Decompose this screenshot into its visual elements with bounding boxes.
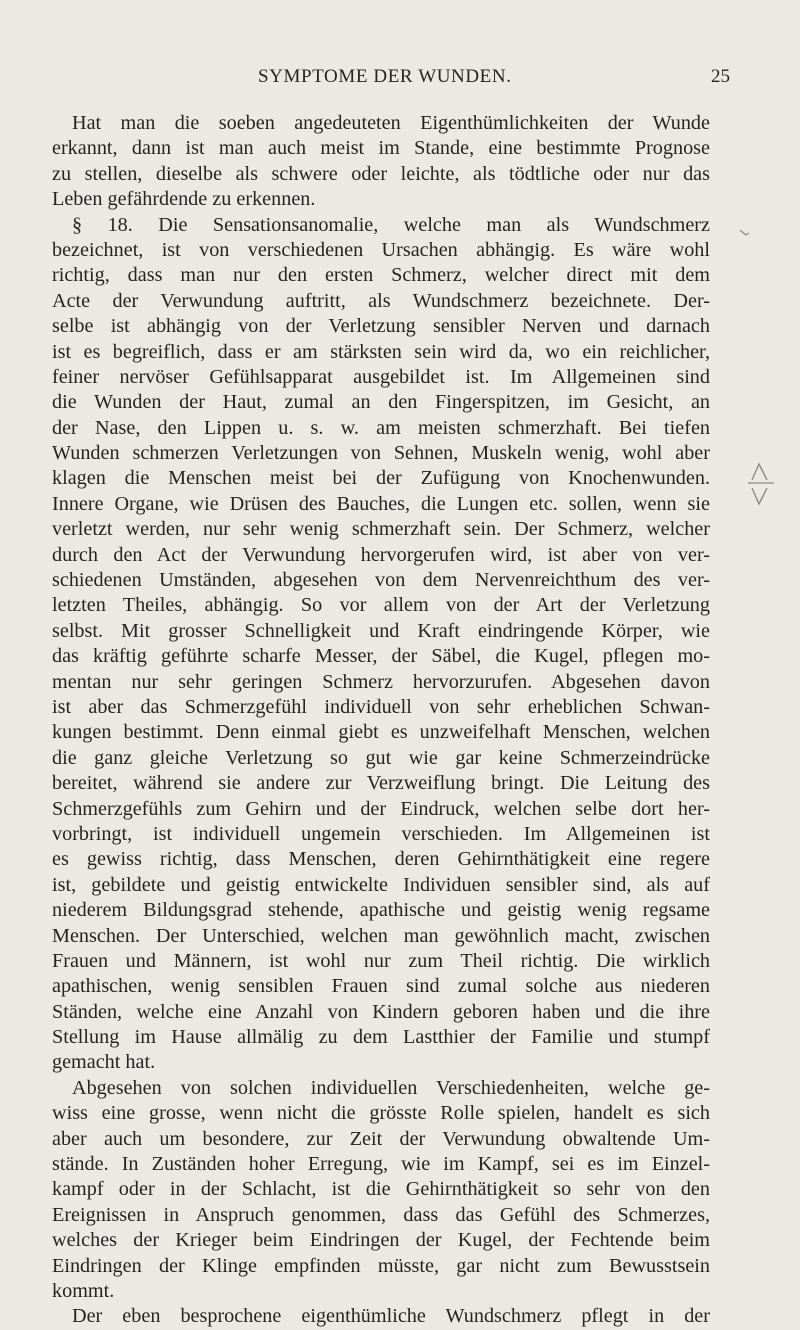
text-line: § 18. Die Sensationsanomalie, welche man als Wundschmerz	[72, 213, 710, 236]
text-line: aber auch um besondere, zur Zeit der Verwundung obwaltende Um-	[52, 1127, 710, 1150]
text-line: gemacht hat.	[52, 1051, 156, 1074]
text-line: Abgesehen von solchen individuellen Verschiedenheiten, welche ge-	[72, 1076, 710, 1099]
text-line: apathischen, wenig sensiblen Frauen sind zumal solche aus niederen	[52, 975, 710, 998]
text-line: die Wunden der Haut, zumal an den Fingerspitzen, im Gesicht, an	[52, 391, 710, 414]
pencil-caret-down-icon	[748, 488, 778, 528]
text-line: klagen die Menschen meist bei der Zufügung von Knochenwunden.	[52, 467, 710, 490]
text-line: Der eben besprochene eigenthümliche Wundschmerz pflegt in der	[72, 1305, 710, 1328]
text-line: Menschen. Der Unterschied, welchen man gewöhnlich macht, zwischen	[52, 924, 710, 947]
text-line: die ganz gleiche Verletzung so gut wie gar keine Schmerzeindrücke	[52, 746, 710, 769]
text-line: niederem Bildungsgrad stehende, apathische und geistig wenig regsame	[52, 899, 710, 922]
pencil-tick-icon	[738, 226, 750, 238]
text-line: Wunden schmerzen Verletzungen von Sehnen, Muskeln wenig, wohl aber	[52, 442, 710, 465]
text-line: kommt.	[52, 1279, 115, 1302]
text-line: ist aber das Schmerzgefühl individuell von sehr erheblichen Schwan-	[52, 695, 710, 718]
text-line: Ereignissen in Anspruch genommen, dass das Gefühl des Schmerzes,	[52, 1203, 710, 1226]
text-line: selbe ist abhängig von der Verletzung sensibler Nerven und darnach	[52, 315, 710, 338]
text-line: bezeichnet, ist von verschiedenen Ursachen abhängig. Es wäre wohl	[52, 238, 710, 261]
text-line: stände. In Zuständen hoher Erregung, wie im Kampf, sei es im Einzel-	[52, 1153, 710, 1176]
text-line: welches der Krieger beim Eindringen der Kugel, der Fechtende beim	[52, 1229, 710, 1252]
text-line: Leben gefährdende zu erkennen.	[52, 188, 316, 211]
text-line: ist es begreiflich, dass er am stärksten sein wird da, wo ein reichlicher,	[52, 340, 710, 363]
text-line: vorbringt, ist individuell ungemein verschieden. Im Allgemeinen ist	[52, 822, 710, 845]
text-line: erkannt, dann ist man auch meist im Stande, eine bestimmte Prognose	[52, 137, 710, 160]
text-line: schiedenen Umständen, abgesehen von dem Nervenreichthum des ver-	[52, 569, 710, 592]
running-title: SYMPTOME DER WUNDEN.	[258, 66, 512, 87]
text-line: kungen bestimmt. Denn einmal giebt es unzweifelhaft Menschen, welchen	[52, 721, 710, 744]
text-line: zu stellen, dieselbe als schwere oder leichte, als tödtliche oder nur das	[52, 162, 710, 185]
text-line: verletzt werden, nur sehr wenig schmerzhaft sein. Der Schmerz, welcher	[52, 518, 710, 541]
text-line: Acte der Verwundung auftritt, als Wundschmerz bezeichnete. Der-	[52, 289, 710, 312]
text-line: ist, gebildete und geistig entwickelte Individuen sensibler sind, als auf	[52, 873, 710, 896]
text-line: es gewiss richtig, dass Menschen, deren Gehirnthätigkeit eine regere	[52, 848, 710, 871]
text-line: letzten Theiles, abhängig. So vor allem von der Art der Verletzung	[52, 594, 710, 617]
text-line: Schmerzgefühls zum Gehirn und der Eindruck, welchen selbe dort her-	[52, 797, 710, 820]
text-line: wiss eine grosse, wenn nicht die grösste Rolle spielen, handelt es sich	[52, 1102, 710, 1125]
text-line: bereitet, während sie andere zur Verzweiflung bringt. Die Leitung des	[52, 772, 710, 795]
text-line: Hat man die soeben angedeuteten Eigenthümlichkeiten der Wunde	[72, 112, 710, 134]
text-line: Ständen, welche eine Anzahl von Kindern geboren haben und die ihre	[52, 1000, 710, 1023]
text-line: das kräftig geführte scharfe Messer, der Säbel, die Kugel, pflegen mo-	[52, 645, 710, 668]
text-line: feiner nervöser Gefühlsapparat ausgebildet ist. Im Allgemeinen sind	[52, 365, 710, 388]
text-line: Eindringen der Klinge empfinden müsste, gar nicht zum Bewusstsein	[52, 1254, 710, 1277]
text-line: selbst. Mit grosser Schnelligkeit und Kraft eindringende Körper, wie	[52, 619, 710, 642]
body-text	[52, 111, 710, 1330]
text-line: Frauen und Männern, ist wohl nur zum Theil richtig. Die wirklich	[52, 949, 710, 972]
text-line: Stellung im Hause allmälig zu dem Lastthier der Familie und stumpf	[52, 1026, 710, 1049]
text-line: kampf oder in der Schlacht, ist die Gehirnthätigkeit so sehr von den	[52, 1178, 710, 1201]
text-line: durch den Act der Verwundung hervorgerufen wird, ist aber von ver-	[52, 543, 710, 566]
text-line: mentan nur sehr geringen Schmerz hervorzurufen. Abgesehen davon	[52, 670, 710, 693]
text-line: Innere Organe, wie Drüsen des Bauches, die Lungen etc. sollen, wenn sie	[52, 492, 710, 515]
page-number: 25	[711, 66, 730, 87]
text-line: der Nase, den Lippen u. s. w. am meisten schmerzhaft. Bei tiefen	[52, 416, 710, 439]
running-head	[0, 66, 800, 94]
text-line: richtig, dass man nur den ersten Schmerz, welcher direct mit dem	[52, 264, 710, 287]
